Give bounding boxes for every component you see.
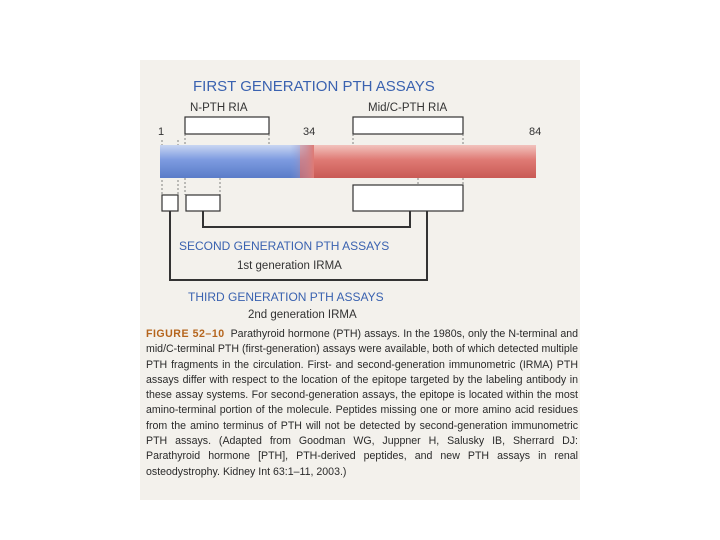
n-terminal-segment bbox=[160, 145, 310, 178]
pth-molecule-bar bbox=[160, 145, 536, 178]
residue-84-label: 84 bbox=[529, 126, 542, 138]
figure-label: FIGURE 52–10 bbox=[146, 328, 225, 340]
third-generation-subtitle: 2nd generation IRMA bbox=[248, 309, 357, 321]
first-generation-title: FIRST GENERATION PTH ASSAYS bbox=[193, 78, 435, 95]
figure-caption bbox=[146, 327, 578, 480]
second-generation-title: SECOND GENERATION PTH ASSAYS bbox=[179, 239, 390, 253]
c-terminal-capture-box bbox=[353, 185, 463, 211]
residue-1-label: 1 bbox=[158, 126, 165, 138]
c-terminal-segment bbox=[300, 145, 536, 178]
npth-ria-label: N-PTH RIA bbox=[190, 102, 248, 114]
segment-blend bbox=[290, 145, 314, 178]
residue-34-label: 34 bbox=[303, 126, 316, 138]
midc-pth-ria-box bbox=[353, 117, 463, 134]
npth-ria-box bbox=[185, 117, 269, 134]
third-gen-epitope-box bbox=[162, 195, 178, 211]
caption-text: Parathyroid hormone (PTH) assays. In the 1980s, only the N-terminal and mid/C-terminal PTH (first-generation) assays were available, both of which detected multiple PTH fragments in the circulation. First- and second-generation immunometric (IRMA) PTH assays differ with respect to the location of the epitope targeted by the labeling antibody in these assay systems. For second-generation assays, the epitope is located within the most amino-terminal portion of the molecule. Peptides missing one or more amino acid residues from the amino terminus of PTH will not be detected by second-generation immunometric PTH assays. (Adapted from Goodman WG, Juppner H, Salusky IB, Sherrard DJ: Parathyroid hormone [PTH], PTH-derived peptides, and new PTH assays in renal osteodystrophy. Kidney Int 63:1–11, 2003.) bbox=[146, 328, 578, 478]
second-gen-n-epitope-box bbox=[186, 195, 220, 211]
third-generation-title: THIRD GENERATION PTH ASSAYS bbox=[188, 290, 384, 304]
second-generation-subtitle: 1st generation IRMA bbox=[237, 260, 342, 272]
second-gen-bracket bbox=[203, 211, 410, 227]
midc-pth-ria-label: Mid/C-PTH RIA bbox=[368, 102, 448, 114]
